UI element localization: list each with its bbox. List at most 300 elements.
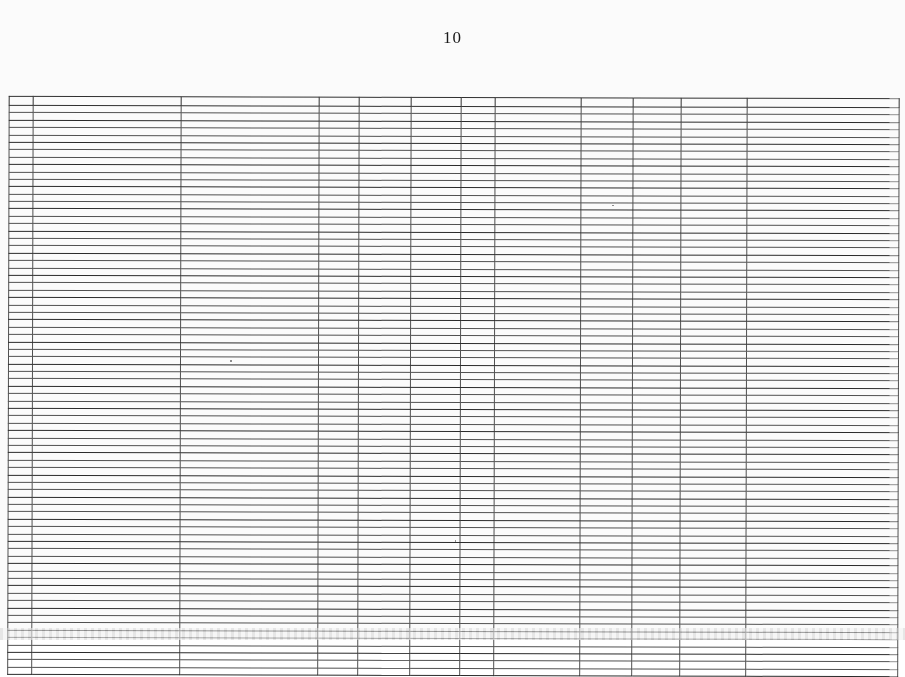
table-cell xyxy=(410,602,460,610)
table-cell xyxy=(581,277,633,285)
table-cell xyxy=(460,380,494,387)
table-cell xyxy=(319,328,359,335)
table-cell xyxy=(359,136,411,144)
table-cell xyxy=(9,327,33,334)
table-cell xyxy=(581,255,633,263)
table-cell xyxy=(319,114,359,121)
table-cell xyxy=(9,297,33,304)
table-cell xyxy=(632,654,680,662)
table-cell xyxy=(632,661,680,669)
table-cell xyxy=(632,432,680,440)
table-cell xyxy=(410,483,460,491)
table-cell xyxy=(318,424,358,431)
table-cell xyxy=(318,646,358,653)
table-cell xyxy=(9,246,33,253)
table-cell xyxy=(319,173,359,180)
table-cell xyxy=(318,365,358,372)
table-cell xyxy=(318,468,358,475)
table-cell xyxy=(581,269,633,277)
table-cell xyxy=(9,120,33,127)
table-cell xyxy=(318,527,358,534)
table-cell xyxy=(411,136,461,144)
table-cell xyxy=(8,571,32,578)
table-cell xyxy=(581,166,633,174)
table-cell xyxy=(460,616,494,623)
table-cell xyxy=(410,535,460,543)
table-cell xyxy=(318,394,358,401)
table-cell xyxy=(9,349,33,356)
table-cell xyxy=(318,557,358,564)
table-cell xyxy=(461,313,495,320)
scan-speckle xyxy=(230,360,232,362)
table-cell xyxy=(319,217,359,224)
table-cell xyxy=(410,454,460,462)
table-cell xyxy=(318,461,358,468)
table-cell xyxy=(461,107,495,114)
table-cell xyxy=(8,445,32,452)
table-cell xyxy=(461,328,495,335)
table-cell xyxy=(411,121,461,129)
table-cell xyxy=(318,380,358,387)
table-cell xyxy=(581,225,633,233)
table-cell xyxy=(318,490,358,497)
table-cell xyxy=(9,135,33,142)
table-cell xyxy=(358,394,410,402)
table-cell xyxy=(8,519,32,526)
table-cell xyxy=(580,499,632,507)
table-cell xyxy=(319,276,359,283)
table-cell xyxy=(318,483,358,490)
table-cell xyxy=(410,365,460,373)
table-cell xyxy=(460,543,494,550)
table-cell xyxy=(580,558,632,566)
table-cell xyxy=(410,587,460,595)
table-cell xyxy=(580,373,632,381)
table-cell xyxy=(411,143,461,151)
table-cell xyxy=(319,106,359,113)
table-cell xyxy=(580,587,632,595)
table-cell xyxy=(632,491,680,499)
table-cell xyxy=(460,387,494,394)
table-cell xyxy=(461,180,495,187)
table-cell xyxy=(319,350,359,357)
table-cell xyxy=(318,587,358,594)
table-cell xyxy=(632,380,680,388)
table-cell xyxy=(633,225,681,233)
table-cell xyxy=(411,195,461,203)
table-cell xyxy=(8,416,32,423)
table-cell xyxy=(461,262,495,269)
table-cell xyxy=(411,284,461,292)
table-cell xyxy=(461,121,495,128)
table-cell xyxy=(358,483,410,491)
table-cell xyxy=(8,586,32,593)
table-cell xyxy=(359,195,411,203)
table-cell xyxy=(633,270,681,278)
table-cell xyxy=(633,203,681,211)
table-cell xyxy=(461,173,495,180)
table-cell xyxy=(318,616,358,623)
table-cell xyxy=(580,476,632,484)
table-cell xyxy=(632,513,680,521)
table-cell xyxy=(633,233,681,241)
table-cell xyxy=(461,277,495,284)
table-cell xyxy=(410,491,460,499)
table-cell xyxy=(461,151,495,158)
table-cell xyxy=(9,157,33,164)
table-cell xyxy=(319,187,359,194)
table-cell xyxy=(358,358,410,366)
table-cell xyxy=(358,372,410,380)
table-cell xyxy=(461,129,495,136)
table-cell xyxy=(359,128,411,136)
table-cell xyxy=(632,351,680,359)
table-cell xyxy=(8,490,32,497)
table-cell xyxy=(411,166,461,174)
table-cell xyxy=(581,129,633,137)
table-cell xyxy=(581,314,633,322)
table-cell xyxy=(580,402,632,410)
table-cell xyxy=(680,669,746,677)
table-cell xyxy=(461,299,495,306)
table-cell xyxy=(9,187,33,194)
table-cell xyxy=(359,239,411,247)
table-cell xyxy=(318,446,358,453)
table-cell xyxy=(632,462,680,470)
table-cell xyxy=(580,654,632,662)
table-cell xyxy=(460,506,494,513)
table-cell xyxy=(8,660,32,667)
table-cell xyxy=(410,668,460,676)
table-cell xyxy=(359,165,411,173)
table-cell xyxy=(319,291,359,298)
table-cell xyxy=(318,431,358,438)
table-cell xyxy=(494,668,580,676)
table-cell xyxy=(581,299,633,307)
table-cell xyxy=(9,164,33,171)
table-cell xyxy=(580,447,632,455)
table-cell xyxy=(9,290,33,297)
table-cell xyxy=(581,107,633,115)
table-cell xyxy=(632,395,680,403)
table-cell xyxy=(359,350,411,358)
table-cell xyxy=(9,150,33,157)
table-cell xyxy=(633,307,681,315)
table-cell xyxy=(410,469,460,477)
table-cell xyxy=(411,210,461,218)
table-cell xyxy=(461,284,495,291)
table-cell xyxy=(319,165,359,172)
table-cell xyxy=(33,96,181,105)
table-cell xyxy=(9,96,33,105)
table-cell xyxy=(319,343,359,350)
table-cell xyxy=(318,609,358,616)
table-cell xyxy=(319,320,359,327)
table-cell xyxy=(632,366,680,374)
table-cell xyxy=(460,373,494,380)
table-cell xyxy=(8,578,32,585)
table-cell xyxy=(358,409,410,417)
table-cell xyxy=(461,232,495,239)
table-cell xyxy=(460,424,494,431)
table-cell xyxy=(460,572,494,579)
table-cell xyxy=(411,158,461,166)
table-cell xyxy=(9,320,33,327)
table-cell xyxy=(460,410,494,417)
table-cell xyxy=(633,114,681,122)
table-cell xyxy=(633,321,681,329)
table-cell xyxy=(633,196,681,204)
table-cell xyxy=(319,150,359,157)
table-cell xyxy=(319,298,359,305)
table-cell xyxy=(632,558,680,566)
table-cell xyxy=(319,269,359,276)
table-cell xyxy=(580,484,632,492)
table-cell xyxy=(461,210,495,217)
table-cell xyxy=(359,202,411,210)
table-cell xyxy=(461,98,495,107)
table-cell xyxy=(460,454,494,461)
table-cell xyxy=(411,225,461,233)
table-cell xyxy=(358,446,410,454)
table-cell xyxy=(318,660,358,667)
table-cell xyxy=(318,476,358,483)
table-cell xyxy=(318,357,358,364)
table-cell xyxy=(580,550,632,558)
table-cell xyxy=(358,468,410,476)
table-cell xyxy=(461,350,495,357)
table-cell xyxy=(410,439,460,447)
table-cell xyxy=(581,144,633,152)
table-cell xyxy=(410,572,460,580)
table-cell xyxy=(746,669,898,677)
table-cell xyxy=(461,188,495,195)
table-cell xyxy=(460,668,494,675)
table-cell xyxy=(32,667,180,675)
table-cell xyxy=(358,476,410,484)
table-cell xyxy=(410,528,460,536)
table-cell xyxy=(358,520,410,528)
table-cell xyxy=(8,541,32,548)
table-cell xyxy=(411,299,461,307)
table-cell xyxy=(580,602,632,610)
table-cell xyxy=(460,439,494,446)
table-cell xyxy=(632,543,680,551)
table-cell xyxy=(359,254,411,262)
table-cell xyxy=(581,292,633,300)
table-cell xyxy=(580,425,632,433)
table-cell xyxy=(9,128,33,135)
table-cell xyxy=(8,401,32,408)
table-cell xyxy=(581,343,633,351)
table-cell xyxy=(580,565,632,573)
table-cell xyxy=(580,661,632,669)
table-cell xyxy=(581,240,633,248)
table-cell xyxy=(319,195,359,202)
table-cell xyxy=(747,98,899,107)
table-cell xyxy=(411,269,461,277)
table-cell xyxy=(411,217,461,225)
table-cell xyxy=(410,579,460,587)
table-cell xyxy=(319,210,359,217)
table-cell xyxy=(580,469,632,477)
table-cell xyxy=(318,409,358,416)
table-cell xyxy=(359,151,411,159)
table-cell xyxy=(632,669,680,677)
table-cell xyxy=(411,97,461,106)
table-cell xyxy=(580,491,632,499)
table-cell xyxy=(318,387,358,394)
table-cell xyxy=(318,668,358,675)
table-cell xyxy=(632,565,680,573)
table-cell xyxy=(633,181,681,189)
table-row xyxy=(8,667,898,677)
table-cell xyxy=(581,210,633,218)
table-cell xyxy=(633,210,681,218)
table-cell xyxy=(318,439,358,446)
table-cell xyxy=(581,262,633,270)
table-cell xyxy=(8,608,32,615)
table-cell xyxy=(581,136,633,144)
table-cell xyxy=(632,440,680,448)
table-cell xyxy=(9,334,33,341)
table-cell xyxy=(460,402,494,409)
table-cell xyxy=(8,593,32,600)
table-cell xyxy=(8,527,32,534)
table-cell xyxy=(410,476,460,484)
table-cell xyxy=(460,483,494,490)
table-cell xyxy=(581,247,633,255)
table-cell xyxy=(410,653,460,661)
table-cell xyxy=(632,573,680,581)
table-cell xyxy=(9,105,33,112)
table-cell xyxy=(580,417,632,425)
table-cell xyxy=(411,262,461,270)
table-cell xyxy=(460,469,494,476)
table-cell xyxy=(359,328,411,336)
table-cell xyxy=(318,579,358,586)
table-cell xyxy=(359,269,411,277)
table-cell xyxy=(580,439,632,447)
table-cell xyxy=(358,387,410,395)
table-cell xyxy=(9,231,33,238)
table-cell xyxy=(581,181,633,189)
table-cell xyxy=(411,239,461,247)
table-cell xyxy=(633,262,681,270)
table-cell xyxy=(580,521,632,529)
table-cell xyxy=(359,210,411,218)
table-cell xyxy=(633,159,681,167)
table-cell xyxy=(580,462,632,470)
scan-speckle xyxy=(455,540,456,542)
table-cell xyxy=(411,129,461,137)
table-cell xyxy=(318,653,358,660)
table-cell xyxy=(318,417,358,424)
table-cell xyxy=(460,528,494,535)
table-cell xyxy=(632,477,680,485)
table-cell xyxy=(461,254,495,261)
table-cell xyxy=(9,216,33,223)
table-cell xyxy=(410,498,460,506)
table-cell xyxy=(319,143,359,150)
table-cell xyxy=(319,224,359,231)
table-cell xyxy=(580,639,632,647)
table-cell xyxy=(358,439,410,447)
table-cell xyxy=(358,431,410,439)
table-cell xyxy=(318,572,358,579)
table-cell xyxy=(633,336,681,344)
table-cell xyxy=(319,284,359,291)
table-cell xyxy=(580,388,632,396)
table-cell xyxy=(8,504,32,511)
table-cell xyxy=(318,594,358,601)
table-cell xyxy=(319,136,359,143)
table-cell xyxy=(581,188,633,196)
table-cell xyxy=(410,395,460,403)
table-cell xyxy=(319,254,359,261)
table-cell xyxy=(410,609,460,617)
table-cell xyxy=(411,173,461,181)
table-cell xyxy=(359,291,411,299)
table-cell xyxy=(410,432,460,440)
table-cell xyxy=(632,528,680,536)
table-cell xyxy=(460,535,494,542)
table-cell xyxy=(319,261,359,268)
table-cell xyxy=(8,652,32,659)
table-cell xyxy=(410,446,460,454)
table-cell xyxy=(580,454,632,462)
table-cell xyxy=(8,512,32,519)
table-cell xyxy=(580,543,632,551)
table-cell xyxy=(8,564,32,571)
table-cell xyxy=(633,299,681,307)
table-cell xyxy=(8,379,32,386)
table-cell xyxy=(460,580,494,587)
table-cell xyxy=(461,269,495,276)
table-cell xyxy=(318,513,358,520)
table-cell xyxy=(319,239,359,246)
table-cell xyxy=(359,276,411,284)
table-cell xyxy=(410,505,460,513)
table-cell xyxy=(633,314,681,322)
table-cell xyxy=(632,639,680,647)
table-cell xyxy=(411,276,461,284)
table-cell xyxy=(318,372,358,379)
table-cell xyxy=(580,432,632,440)
table-cell xyxy=(580,580,632,588)
table-cell xyxy=(633,151,681,159)
table-cell xyxy=(633,107,681,115)
table-cell xyxy=(681,98,747,107)
table-cell xyxy=(318,505,358,512)
table-cell xyxy=(319,180,359,187)
table-cell xyxy=(461,336,495,343)
table-cell xyxy=(581,203,633,211)
table-cell xyxy=(8,431,32,438)
table-cell xyxy=(9,275,33,282)
table-cell xyxy=(460,395,494,402)
table-cell xyxy=(358,542,410,550)
table-cell xyxy=(359,335,411,343)
table-cell xyxy=(581,218,633,226)
table-cell xyxy=(410,646,460,654)
table-cell xyxy=(411,313,461,321)
table-cell xyxy=(411,291,461,299)
table-cell xyxy=(632,646,680,654)
table-cell xyxy=(359,232,411,240)
table-cell xyxy=(581,151,633,159)
table-cell xyxy=(410,424,460,432)
